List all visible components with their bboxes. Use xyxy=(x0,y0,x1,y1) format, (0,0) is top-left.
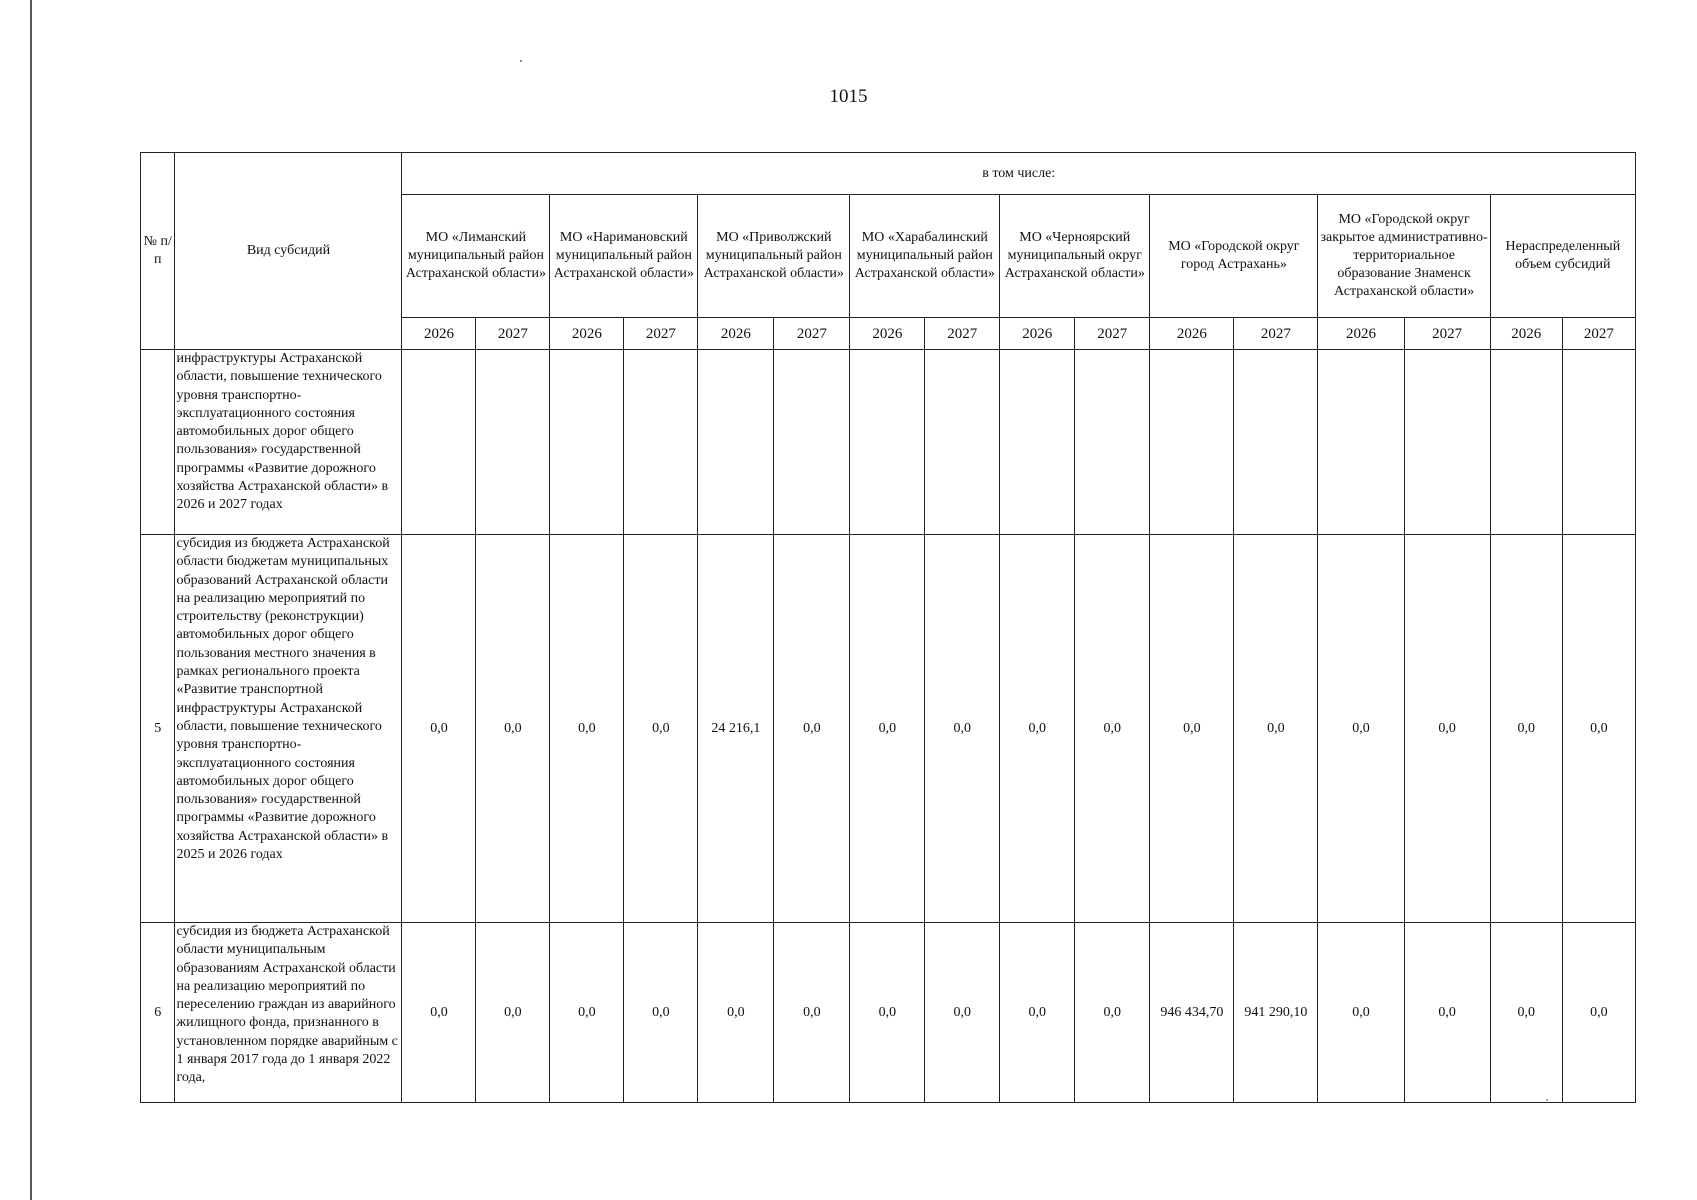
value-cell: 0,0 xyxy=(925,535,1000,923)
value-cell: 0,0 xyxy=(1000,535,1075,923)
value-cell xyxy=(1318,350,1404,535)
header-row-number: № п/п xyxy=(141,153,175,350)
scan-speck xyxy=(520,60,522,62)
value-cell xyxy=(1000,350,1075,535)
binding-margin-line xyxy=(30,0,32,1200)
header-municipality: МО «Приволжский муниципальный район Астраханской области» xyxy=(698,195,850,318)
value-cell: 0,0 xyxy=(1562,535,1635,923)
value-cell: 24 216,1 xyxy=(698,535,774,923)
value-cell: 0,0 xyxy=(550,923,624,1103)
value-cell: 0,0 xyxy=(476,923,550,1103)
value-cell: 0,0 xyxy=(1234,535,1318,923)
value-cell xyxy=(624,350,698,535)
value-cell: 0,0 xyxy=(624,535,698,923)
table-row xyxy=(141,535,1636,923)
value-cell: 0,0 xyxy=(624,923,698,1103)
value-cell: 0,0 xyxy=(550,535,624,923)
header-municipality: МО «Лиманский муниципальный район Астраханской области» xyxy=(402,195,550,318)
subsidy-description: субсидия из бюджета Астраханской области муниципальным образованиям Астраханской области на реализацию мероприятий по переселению граждан из аварийного жилищного фонда, признанного в установленном порядке аварийным с 1 января 2017 года до 1 января 2022 года, xyxy=(175,923,402,1103)
value-cell: 0,0 xyxy=(850,535,925,923)
table-row xyxy=(141,923,1636,1103)
value-cell: 0,0 xyxy=(925,923,1000,1103)
header-subsidy-type: Вид субсидий xyxy=(175,153,402,350)
header-year: 2026 xyxy=(1318,318,1404,350)
header-year: 2026 xyxy=(1490,318,1562,350)
header-year: 2027 xyxy=(925,318,1000,350)
header-year: 2027 xyxy=(1404,318,1490,350)
value-cell xyxy=(1234,350,1318,535)
value-cell: 0,0 xyxy=(1318,923,1404,1103)
subsidy-description: субсидия из бюджета Астраханской области бюджетам муниципальных образований Астраханской области на реализацию мероприятий по строительству (реконструкции) автомобильных дорог общего пользования местного значения в рамках регионального проекта «Развитие транспортной инфраструктуры Астраханской области, повышение технического уровня транспортно-эксплуатационного состояния автомобильных дорог общего пользования» государственной программы «Развитие дорожного хозяйства Астраханской области» в 2025 и 2026 годах xyxy=(175,535,402,923)
value-cell xyxy=(1150,350,1234,535)
subsidy-description: инфраструктуры Астраханской области, повышение технического уровня транспортно-эксплуатационного состояния автомобильных дорог общего пользования» государственной программы «Развитие дорожного хозяйства Астраханской области» в 2026 и 2027 годах xyxy=(175,350,402,535)
value-cell xyxy=(774,350,850,535)
value-cell xyxy=(1404,350,1490,535)
header-unallocated: Нераспределенный объем субсидий xyxy=(1490,195,1635,318)
page-number: 1015 xyxy=(829,86,868,107)
header-municipality: МО «Харабалинский муниципальный район Астраханской области» xyxy=(850,195,1000,318)
value-cell xyxy=(1075,350,1150,535)
row-number: 5 xyxy=(141,535,175,923)
header-municipality: МО «Наримановский муниципальный район Астраханской области» xyxy=(550,195,698,318)
value-cell: 0,0 xyxy=(698,923,774,1103)
value-cell: 941 290,10 xyxy=(1234,923,1318,1103)
value-cell: 0,0 xyxy=(402,535,476,923)
value-cell: 0,0 xyxy=(476,535,550,923)
value-cell xyxy=(850,350,925,535)
value-cell: 0,0 xyxy=(1075,535,1150,923)
value-cell: 0,0 xyxy=(1562,923,1635,1103)
header-year: 2026 xyxy=(1000,318,1075,350)
value-cell: 0,0 xyxy=(774,923,850,1103)
header-year: 2027 xyxy=(1562,318,1635,350)
header-year: 2026 xyxy=(550,318,624,350)
row-number xyxy=(141,350,175,535)
value-cell: 0,0 xyxy=(1318,535,1404,923)
value-cell: 0,0 xyxy=(1075,923,1150,1103)
value-cell: 0,0 xyxy=(1404,923,1490,1103)
header-row-group xyxy=(141,153,1636,195)
value-cell xyxy=(1562,350,1635,535)
header-year: 2027 xyxy=(1075,318,1150,350)
header-year: 2027 xyxy=(476,318,550,350)
value-cell: 0,0 xyxy=(1490,535,1562,923)
value-cell xyxy=(925,350,1000,535)
table-row xyxy=(141,350,1636,535)
header-including: в том числе: xyxy=(402,153,1636,195)
value-cell xyxy=(698,350,774,535)
header-year: 2026 xyxy=(402,318,476,350)
header-year: 2026 xyxy=(698,318,774,350)
value-cell: 0,0 xyxy=(1000,923,1075,1103)
header-municipality: МО «Городской округ закрытое административно-территориальное образование Знаменск Астраханской области» xyxy=(1318,195,1490,318)
header-year: 2027 xyxy=(624,318,698,350)
value-cell xyxy=(402,350,476,535)
value-cell: 0,0 xyxy=(850,923,925,1103)
value-cell: 0,0 xyxy=(774,535,850,923)
value-cell: 946 434,70 xyxy=(1150,923,1234,1103)
subsidy-table xyxy=(140,152,1636,1103)
row-number: 6 xyxy=(141,923,175,1103)
value-cell xyxy=(476,350,550,535)
value-cell xyxy=(550,350,624,535)
header-year: 2027 xyxy=(1234,318,1318,350)
value-cell: 0,0 xyxy=(402,923,476,1103)
header-municipality: МО «Черноярский муниципальный округ Астраханской области» xyxy=(1000,195,1150,318)
header-year: 2026 xyxy=(1150,318,1234,350)
header-municipality: МО «Городской округ город Астрахань» xyxy=(1150,195,1318,318)
value-cell xyxy=(1490,350,1562,535)
header-year: 2026 xyxy=(850,318,925,350)
value-cell: 0,0 xyxy=(1490,923,1562,1103)
header-year: 2027 xyxy=(774,318,850,350)
value-cell: 0,0 xyxy=(1404,535,1490,923)
value-cell: 0,0 xyxy=(1150,535,1234,923)
